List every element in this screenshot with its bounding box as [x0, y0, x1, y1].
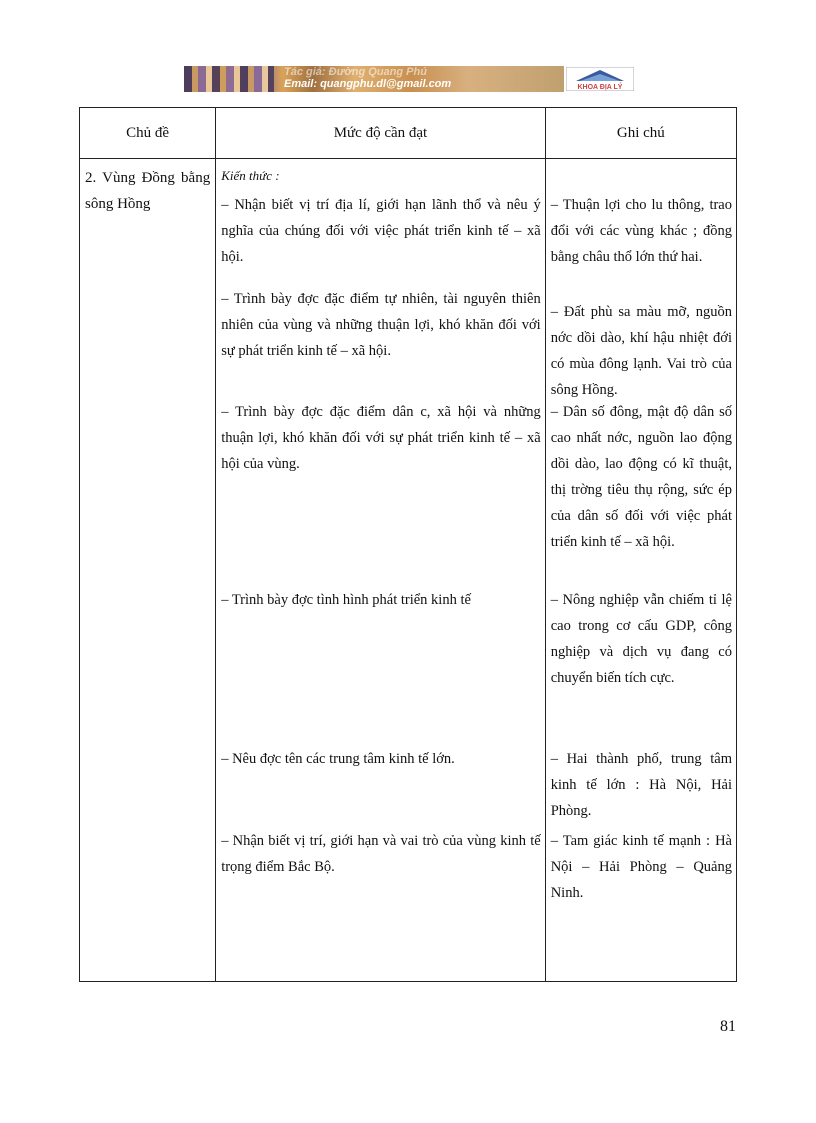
curriculum-table — [79, 107, 737, 982]
note-item: – Dân số đông, mật độ dân số cao nhất nớc, nguồn lao động dồi dào, lao động có kĩ thuật, thị trờng tiêu thụ rộng, sức ép của dân số đối với việc phát triển kinh tế – xã hội. — [550, 404, 732, 550]
note-item: – Tam giác kinh tế mạnh : Hà Nội – Hải Phòng – Quảng Ninh. — [550, 833, 732, 901]
requirement-item: – Trình bày đợc đặc điểm tự nhiên, tài nguyên thiên nhiên của vùng và những thuận lợi, khó khăn đối với sự phát triển kinh tế – xã hội. — [221, 291, 541, 359]
topic-cell — [80, 159, 216, 982]
banner-author: Tác giả: Đường Quang Phú — [284, 66, 427, 78]
requirement-item: – Nhận biết vị trí địa lí, giới hạn lãnh thổ và nêu ý nghĩa của chúng đối với việc phát triển kinh tế – xã hội. — [221, 197, 541, 265]
header-requirement: Mức độ cần đạt — [216, 108, 546, 159]
notes-cell — [545, 159, 736, 982]
table-row — [80, 159, 737, 982]
requirement-cell — [216, 159, 546, 982]
khoa-dia-ly-logo — [566, 67, 634, 91]
banner-strip — [184, 66, 564, 92]
banner-thumbnails — [184, 66, 274, 92]
banner-email: Email: quangphu.dl@gmail.com — [284, 78, 452, 90]
page-number: 81 — [720, 1018, 736, 1035]
logo-text: KHOA ĐỊA LÝ — [577, 84, 623, 91]
banner-text — [284, 66, 451, 90]
requirement-item: – Trình bày đợc tình hình phát triển kinh tế — [221, 592, 471, 608]
note-item: – Đất phù sa màu mỡ, nguồn nớc dồi dào, khí hậu nhiệt đới có mùa đông lạnh. Vai trò của sông Hồng. — [550, 304, 732, 398]
note-item: – Thuận lợi cho lu thông, trao đổi với các vùng khác ; đồng bằng châu thổ lớn thứ hai. — [550, 197, 732, 265]
note-item: – Nông nghiệp vẫn chiếm tỉ lệ cao trong cơ cấu GDP, công nghiệp và dịch vụ đang có chuyển biến tích cực. — [550, 592, 732, 686]
knowledge-heading: Kiến thức : — [221, 168, 280, 183]
requirement-item: – Nêu đợc tên các trung tâm kinh tế lớn. — [221, 751, 455, 767]
topic-text: 2. Vùng Đồng bằng sông Hồng — [85, 170, 211, 212]
requirement-item: – Nhận biết vị trí, giới hạn và vai trò của vùng kinh tế trọng điểm Bắc Bộ. — [221, 833, 541, 875]
requirement-item: – Trình bày đợc đặc điểm dân c, xã hội và những thuận lợi, khó khăn đối với sự phát triển kinh tế – xã hội của vùng. — [221, 404, 541, 472]
table-header-row — [80, 108, 737, 159]
header-banner — [184, 66, 636, 92]
header-notes: Ghi chú — [545, 108, 736, 159]
header-topic: Chủ đề — [80, 108, 216, 159]
note-item: – Hai thành phố, trung tâm kinh tế lớn : Hà Nội, Hải Phòng. — [550, 751, 732, 819]
